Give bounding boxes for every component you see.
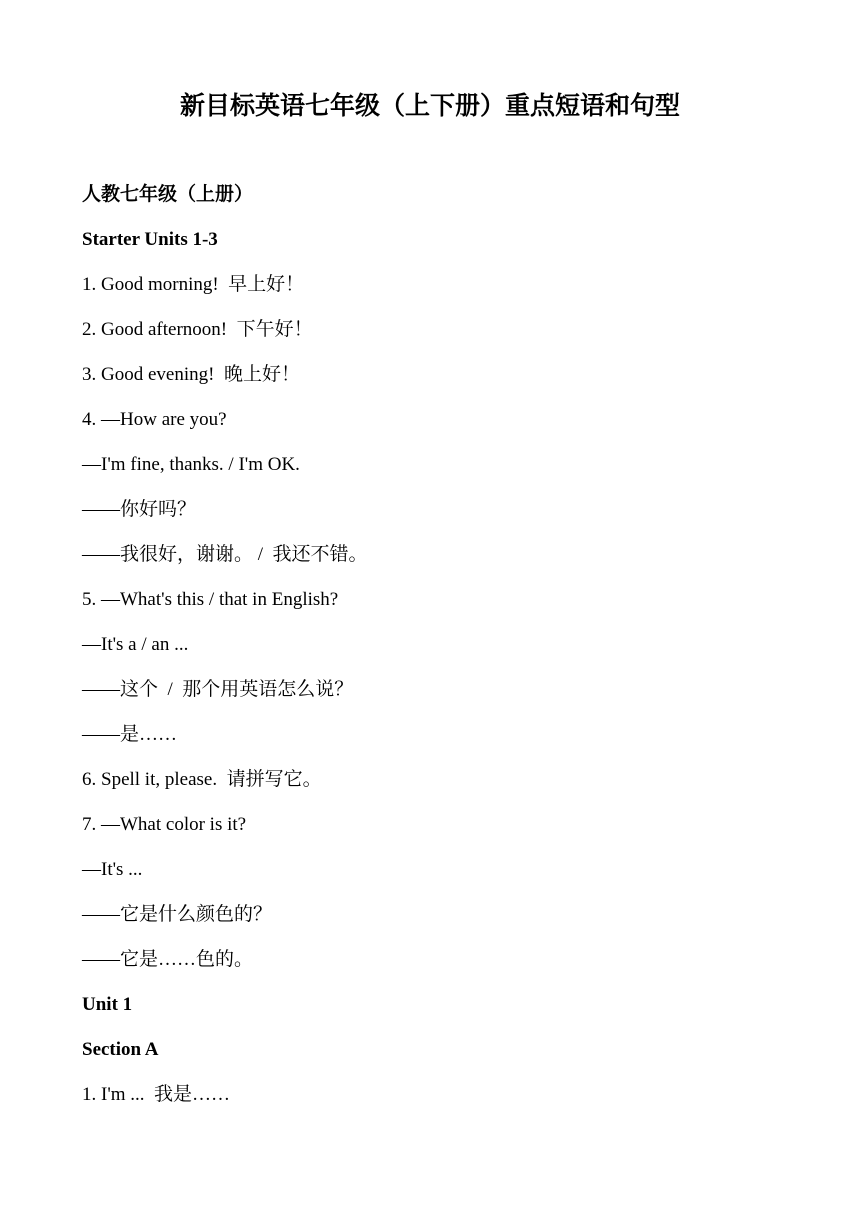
section-heading: Section A (82, 1039, 159, 1060)
text-line: 5. —What's this / that in English? (82, 589, 339, 610)
text-line: ——这个 / 那个用英语怎么说？ (82, 679, 354, 700)
document-body (82, 180, 822, 1125)
document-title: 新目标英语七年级（上下册）重点短语和句型 (179, 91, 680, 120)
text-line: ——它是什么颜色的？ (82, 904, 273, 925)
text-line: 1. I'm ... 我是…… (82, 1084, 231, 1105)
text-line: —It's a / an ... (82, 634, 189, 655)
text-line: —It's ... (82, 859, 143, 880)
section-heading: 人教七年级（上册） (82, 184, 254, 205)
text-line: 7. —What color is it? (82, 814, 247, 835)
section-heading: Unit 1 (82, 994, 133, 1015)
text-line: —I'm fine, thanks. / I'm OK. (82, 454, 300, 475)
text-line: ——我很好，谢谢。 / 我还不错。 (82, 544, 368, 565)
text-line: ——是…… (82, 724, 178, 745)
text-line: 1. Good morning! 早上好！ (82, 274, 305, 295)
text-line: 2. Good afternoon! 下午好！ (82, 319, 313, 340)
text-line: 3. Good evening! 晚上好！ (82, 364, 300, 385)
text-line: 6. Spell it, please. 请拼写它。 (82, 769, 322, 790)
text-line: 4. —How are you? (82, 409, 227, 430)
section-heading: Starter Units 1-3 (82, 229, 218, 250)
text-line: ——它是……色的。 (82, 949, 254, 970)
text-line: ——你好吗？ (82, 499, 197, 520)
